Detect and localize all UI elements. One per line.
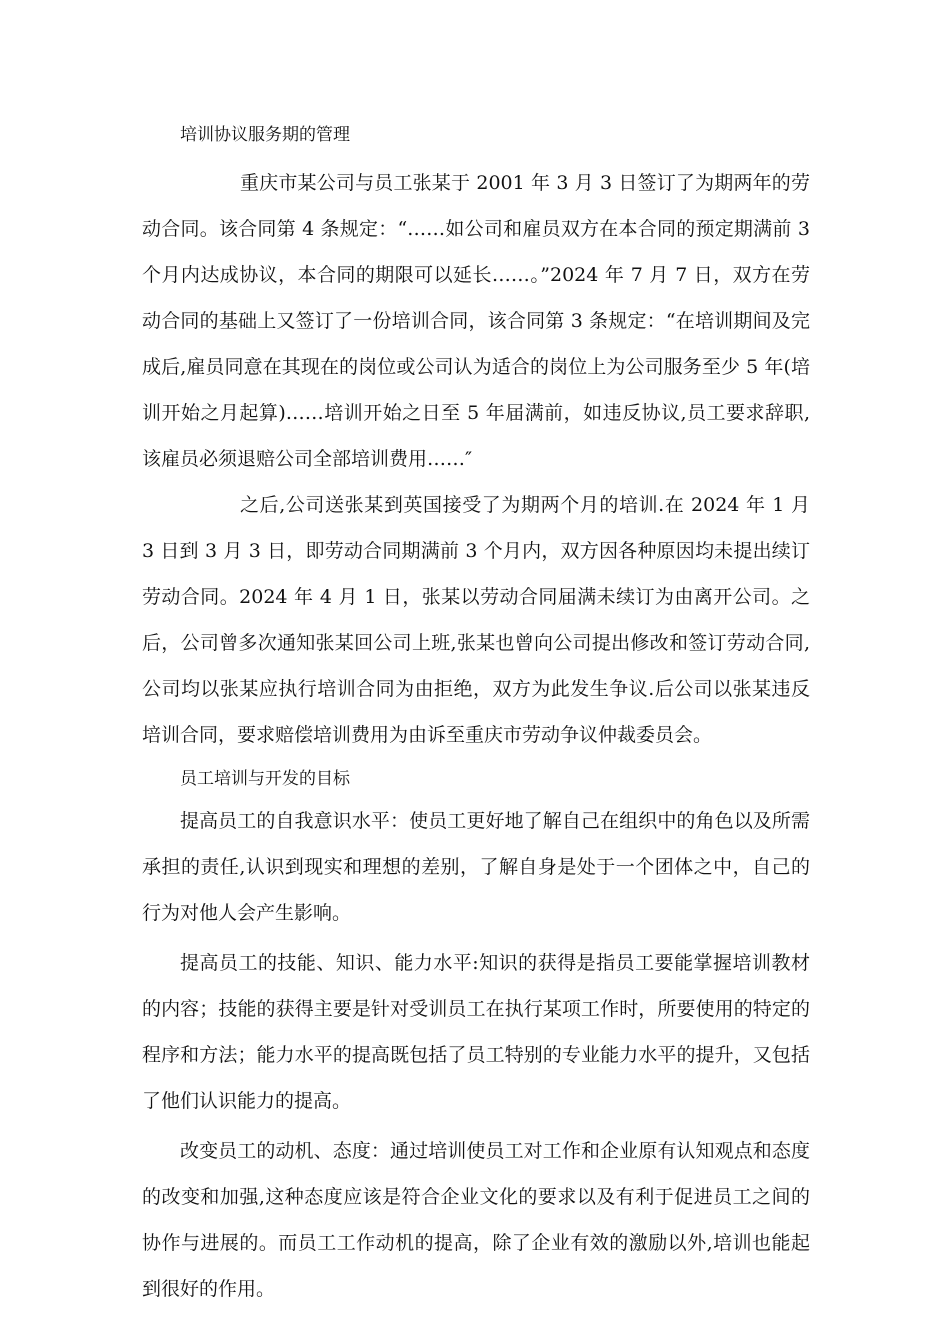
section-title-training-agreement: 培训协议服务期的管理 [180, 125, 350, 145]
goal-self-awareness: 提高员工的自我意识水平：使员工更好地了解自己在组织中的角色以及所需承担的责任,认识到现实和理想的差别，了解自身是处于一个团体之中，自己的行为对他人会产生影响。 [142, 810, 810, 924]
case-paragraph-dispute: 之后,公司送张某到英国接受了为期两个月的培训.在 2024 年 1 月 3 日到 3 月 3 日，即劳动合同期满前 3 个月内，双方因各种原因均未提出续订劳动合同。2024 年 4 月 1 日，张某以劳动合同届满未续订为由离开公司。之后，公司曾多次通知张某回公司上班,张某也曾向公司提出修改和签订劳动合同,公司均以张某应执行培训合同为由拒绝，双方为此发生争议.后公司以张某违反培训合同，要求赔偿培训费用为由诉至重庆市劳动争议仲裁委员会。 [142, 494, 810, 746]
section-title-training-goals: 员工培训与开发的目标 [180, 769, 350, 789]
goal-skills-knowledge: 提高员工的技能、知识、能力水平:知识的获得是指员工要能掌握培训教材的内容；技能的获得主要是针对受训员工在执行某项工作时，所要使用的特定的程序和方法；能力水平的提高既包括了员工特别的专业能力水平的提升，又包括了他们认识能力的提高。 [142, 952, 810, 1112]
case-paragraph-contract: 重庆市某公司与员工张某于 2001 年 3 月 3 日签订了为期两年的劳动合同。该合同第 4 条规定：“……如公司和雇员双方在本合同的预定期满前 3 个月内达成协议，本合同的期限可以延长……。”2024 年 7 月 7 日，双方在劳动合同的基础上又签订了一份培训合同，该合同第 3 条规定：“在培训期间及完成后,雇员同意在其现在的岗位或公司认为适合的岗位上为公司服务至少 5 年(培训开始之月起算)……培训开始之日至 5 年届满前，如违反协议,员工要求辞职,该雇员必须退赔公司全部培训费用……″ [142, 172, 810, 470]
goal-motivation-attitude: 改变员工的动机、态度：通过培训使员工对工作和企业原有认知观点和态度的改变和加强,这种态度应该是符合企业文化的要求以及有利于促进员工之间的协作与进展的。而员工工作动机的提高，除了企业有效的激励以外,培训也能起到很好的作用。 [142, 1140, 810, 1300]
document-page [142, 118, 810, 1312]
